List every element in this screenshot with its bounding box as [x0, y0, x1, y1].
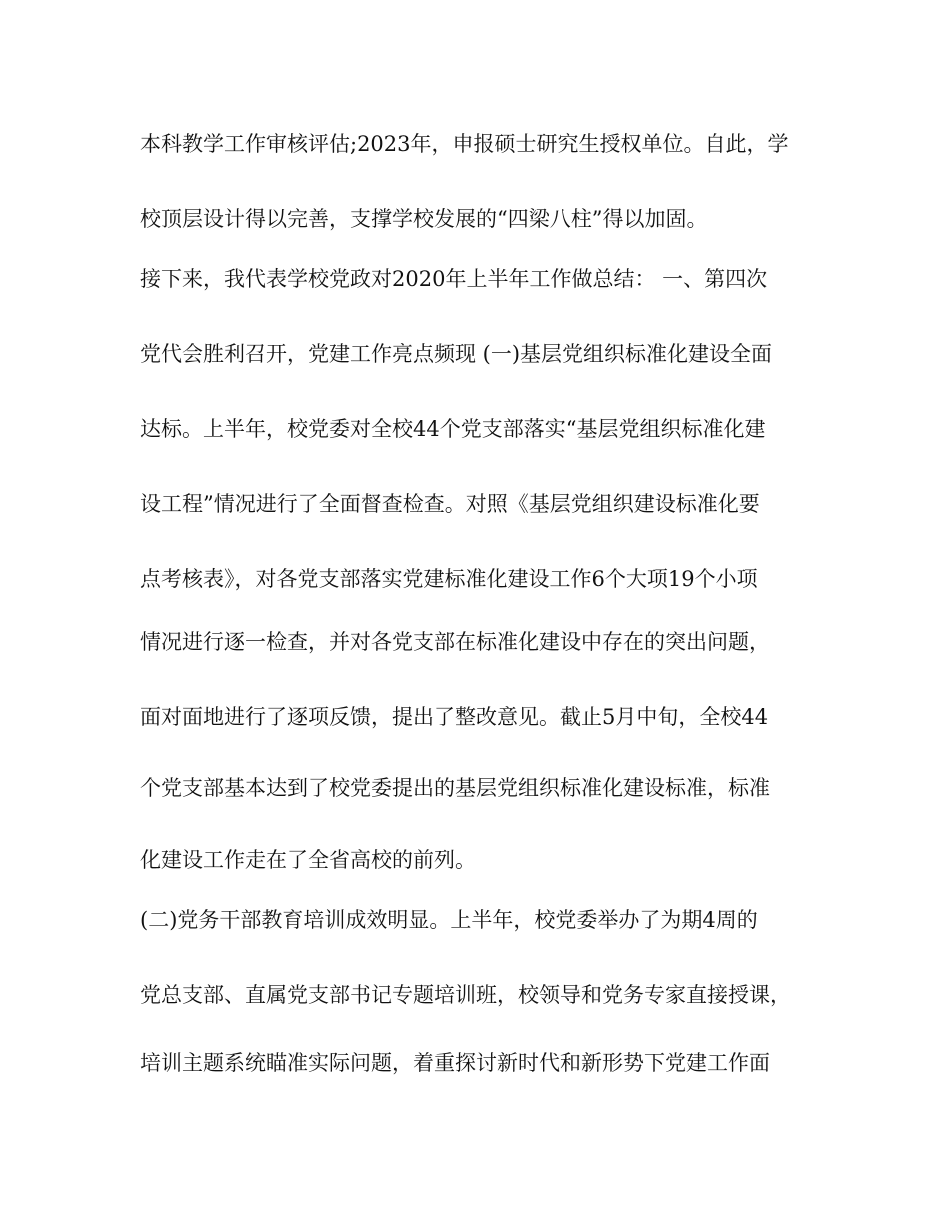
text-line-3: 接下来，我代表学校党政对2020年上半年工作做总结： 一、第四次: [140, 267, 768, 291]
text-line-1: 本科教学工作审核评估;2023年，申报硕士研究生授权单位。自此，学: [140, 132, 789, 156]
text-line-14: 培训主题系统瞄准实际问题，着重探讨新时代和新形势下党建工作面: [140, 1051, 770, 1075]
text-line-10: 个党支部基本达到了校党委提出的基层党组织标准化建设标准，标准: [140, 776, 770, 800]
text-line-2: 校顶层设计得以完善，支撑学校发展的“四梁八柱”得以加固。: [140, 207, 708, 231]
text-line-12: (二)党务干部教育培训成效明显。上半年，校党委举办了为期4周的: [140, 908, 758, 932]
text-line-9: 面对面地进行了逐项反馈，提出了整改意见。截止5月中旬，全校44: [140, 705, 769, 729]
text-line-5: 达标。上半年，校党委对全校44个党支部落实“基层党组织标准化建: [140, 417, 766, 441]
text-line-8: 情况进行逐一检查，并对各党支部在标准化建设中存在的突出问题，: [140, 630, 770, 654]
text-line-4: 党代会胜利召开，党建工作亮点频现 (一)基层党组织标准化建设全面: [140, 342, 773, 366]
text-line-13: 党总支部、直属党支部书记专题培训班，校领导和党务专家直接授课，: [140, 983, 791, 1007]
text-line-7: 点考核表》，对各党支部落实党建标准化建设工作6个大项19个小项: [140, 567, 758, 591]
text-line-6: 设工程”情况进行了全面督查检查。对照《基层党组织建设标准化要: [140, 492, 760, 516]
text-line-11: 化建设工作走在了全省高校的前列。: [140, 848, 476, 872]
